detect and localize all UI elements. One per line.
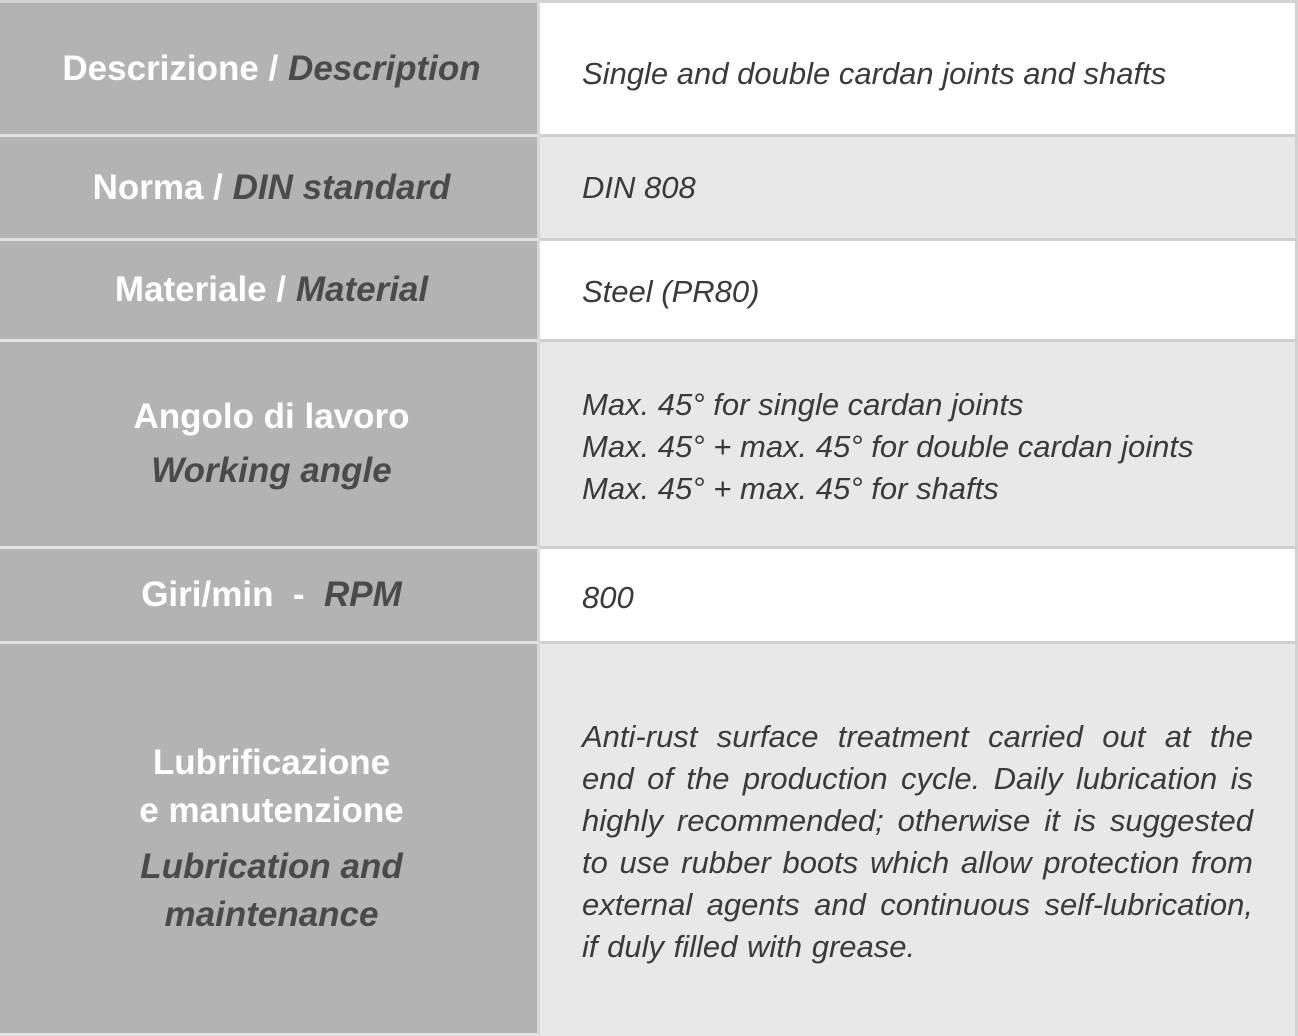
value-din-standard-cell	[540, 137, 1298, 241]
label-description-line	[62, 45, 480, 93]
value-lubrication-cell	[540, 644, 1298, 1036]
value-lubrication: Anti-rust surface treatment carried out at the end of the production cycle. Daily lubrication is highly recommended; otherwise it is suggested to use rubber boots which allow protection from external agents and continuous self-lubrication, if duly filled with grease.	[582, 719, 1253, 964]
value-description: Single and double cardan joints and shafts	[582, 56, 1167, 91]
label-description-en: Description	[288, 48, 481, 88]
label-rpm-en: RPM	[324, 575, 402, 614]
value-material: Steel (PR80)	[582, 274, 760, 309]
label-din-standard-line	[93, 164, 451, 212]
label-din-standard-en: DIN standard	[232, 167, 451, 207]
label-separator: /	[266, 270, 296, 309]
label-material-it: Materiale	[114, 270, 267, 309]
label-description-it: Descrizione	[62, 48, 259, 88]
label-description	[0, 0, 540, 137]
label-working-angle	[0, 342, 540, 549]
label-din-standard-it: Norma	[92, 167, 204, 207]
label-lubrication	[0, 644, 540, 1036]
label-lubrication-it-line-1: Lubrificazione	[152, 742, 391, 782]
label-rpm-line	[141, 571, 402, 619]
label-lubrication-en-line-2: maintenance	[164, 894, 379, 934]
label-rpm	[0, 549, 540, 644]
label-lubrication-it-line-2: e manutenzione	[139, 790, 404, 830]
label-working-angle-en: Working angle	[151, 451, 392, 490]
value-description-cell	[540, 0, 1298, 137]
label-material-line	[115, 266, 428, 314]
label-din-standard	[0, 137, 540, 241]
value-din-standard: DIN 808	[582, 170, 696, 205]
label-separator: /	[203, 167, 233, 207]
value-working-angle-line-3: Max. 45° + max. 45° for shafts	[582, 471, 999, 506]
value-rpm: 800	[582, 580, 634, 615]
label-lubrication-en-line-1: Lubrication and	[140, 846, 403, 886]
label-separator: /	[258, 48, 289, 88]
label-material	[0, 241, 540, 342]
value-working-angle-line-2: Max. 45° + max. 45° for double cardan joints	[582, 429, 1194, 464]
label-rpm-it: Giri/min	[141, 575, 274, 614]
value-working-angle-cell	[540, 342, 1298, 549]
value-working-angle-line-1: Max. 45° for single cardan joints	[582, 387, 1024, 422]
label-working-angle-it: Angolo di lavoro	[133, 397, 410, 436]
label-material-en: Material	[295, 270, 429, 309]
value-material-cell	[540, 241, 1298, 342]
label-separator: -	[273, 575, 325, 614]
value-rpm-cell	[540, 549, 1298, 644]
